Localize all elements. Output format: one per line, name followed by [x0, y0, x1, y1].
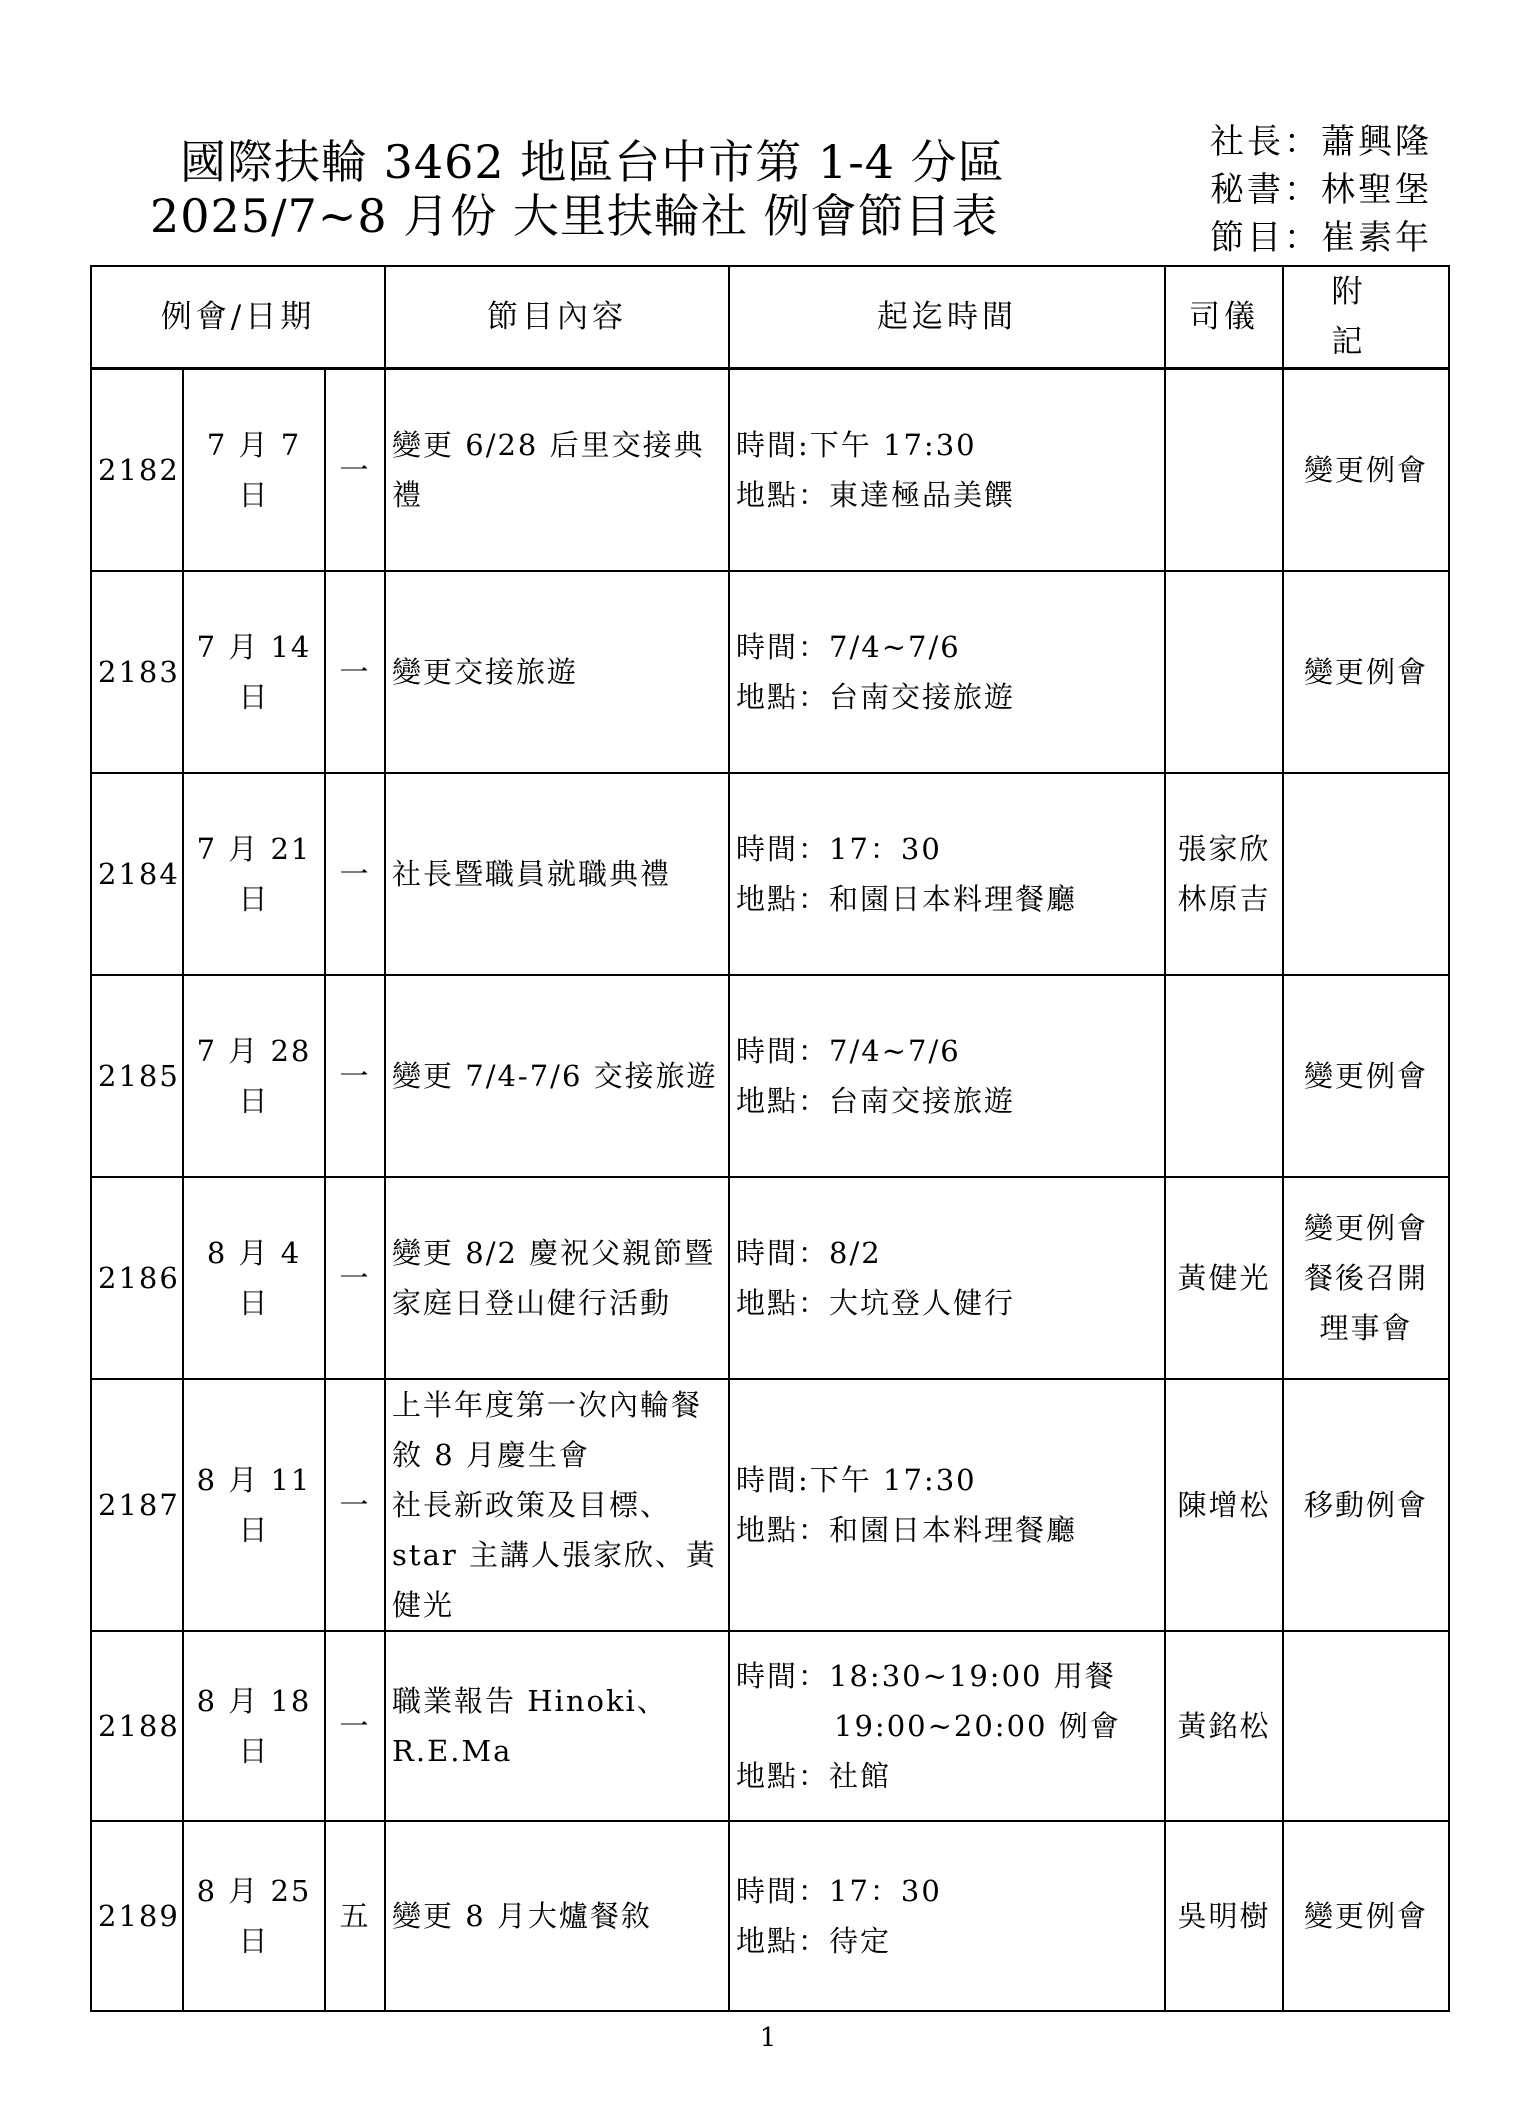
program-content-line: 上半年度第一次內輪餐	[392, 1387, 703, 1422]
time-location-line: 地點：台南交接旅遊	[736, 679, 1016, 714]
note-line: 變更例會	[1304, 654, 1429, 689]
note-line: 移動例會	[1304, 1487, 1429, 1522]
program-content	[385, 1631, 729, 1821]
meeting-date: 7 月 28 日	[183, 975, 325, 1177]
header-time: 起迄時間	[729, 266, 1165, 369]
table-row	[91, 1379, 1449, 1631]
officer-separator: ：	[1284, 218, 1321, 258]
table-header-row	[91, 266, 1449, 369]
meeting-number: 2187	[91, 1379, 183, 1631]
officer-role: 秘書	[1210, 170, 1284, 210]
time-location-line: 時間：17：30	[736, 831, 942, 866]
meeting-date: 7 月 14 日	[183, 571, 325, 773]
time-location-line: 地點：待定	[736, 1923, 892, 1958]
title-line-2: 2025/7~8 月份 大里扶輪社 例會節目表	[150, 189, 999, 243]
emcee	[1165, 369, 1283, 571]
officer-program-chair	[1210, 214, 1432, 262]
officer-secretary	[1210, 166, 1432, 214]
officer-name: 崔素年	[1321, 218, 1432, 258]
time-location-line: 時間：17：30	[736, 1873, 942, 1908]
table-row	[91, 1177, 1449, 1379]
emcee-line: 黃健光	[1177, 1260, 1271, 1295]
note	[1283, 1821, 1449, 2011]
meeting-weekday: 一	[325, 369, 385, 571]
time-location-line: 地點：和園日本料理餐廳	[736, 1512, 1078, 1547]
emcee	[1165, 1379, 1283, 1631]
time-location-line: 地點：東達極品美饌	[736, 477, 1016, 512]
table-row	[91, 773, 1449, 975]
program-content-line: 職業報告 Hinoki、	[392, 1683, 668, 1718]
time-location	[729, 1821, 1165, 2011]
program-content-line: 健光	[392, 1587, 455, 1622]
time-location-line: 時間：8/2	[736, 1235, 882, 1270]
meeting-schedule-table	[90, 265, 1450, 2012]
emcee	[1165, 1821, 1283, 2011]
time-location-line: 時間：7/4~7/6	[736, 1033, 961, 1068]
time-location-line: 地點：社館	[736, 1758, 892, 1793]
note-line: 餐後召開	[1304, 1260, 1429, 1295]
meeting-date: 8 月 11 日	[183, 1379, 325, 1631]
program-content-line: 家庭日登山健行活動	[392, 1285, 672, 1320]
program-content-line: 變更 7/4-7/6 交接旅遊	[392, 1058, 718, 1093]
page-number: 1	[759, 2023, 777, 2053]
meeting-weekday: 一	[325, 773, 385, 975]
header-emcee: 司儀	[1165, 266, 1283, 369]
officer-name: 林聖堡	[1321, 170, 1432, 210]
officer-role: 節目	[1210, 218, 1284, 258]
officer-list	[1210, 118, 1432, 262]
table-row	[91, 1631, 1449, 1821]
emcee	[1165, 1631, 1283, 1821]
meeting-date: 7 月 7 日	[183, 369, 325, 571]
table-row	[91, 369, 1449, 571]
meeting-date: 8 月 18 日	[183, 1631, 325, 1821]
time-location	[729, 571, 1165, 773]
note-line: 變更例會	[1304, 1058, 1429, 1093]
emcee	[1165, 571, 1283, 773]
meeting-date: 8 月 4 日	[183, 1177, 325, 1379]
emcee-line: 吳明樹	[1177, 1898, 1271, 1933]
time-location	[729, 975, 1165, 1177]
time-location-line: 地點：大坑登人健行	[736, 1285, 1016, 1320]
meeting-number: 2184	[91, 773, 183, 975]
note	[1283, 1379, 1449, 1631]
time-location-line: 地點：台南交接旅遊	[736, 1083, 1016, 1118]
time-location-line: 地點：和園日本料理餐廳	[736, 881, 1078, 916]
meeting-number: 2182	[91, 369, 183, 571]
meeting-number: 2183	[91, 571, 183, 773]
meeting-weekday: 一	[325, 571, 385, 773]
time-location	[729, 1631, 1165, 1821]
emcee-line: 陳增松	[1177, 1487, 1271, 1522]
time-location	[729, 369, 1165, 571]
meeting-weekday: 一	[325, 1631, 385, 1821]
program-content	[385, 369, 729, 571]
officer-president	[1210, 118, 1432, 166]
emcee-line: 張家欣	[1177, 831, 1271, 866]
program-content	[385, 1821, 729, 2011]
note-line: 變更例會	[1304, 1898, 1429, 1933]
note-line: 變更例會	[1304, 1210, 1429, 1245]
program-content-line: 變更 6/28 后里交接典禮	[392, 427, 705, 512]
table-row	[91, 571, 1449, 773]
emcee	[1165, 975, 1283, 1177]
program-content-line: 變更交接旅遊	[392, 654, 579, 689]
time-location	[729, 1379, 1165, 1631]
officer-separator: ：	[1284, 170, 1321, 210]
officer-name: 蕭興隆	[1321, 122, 1432, 162]
meeting-number: 2185	[91, 975, 183, 1177]
program-content	[385, 1177, 729, 1379]
title-line-1: 國際扶輪 3462 地區台中市第 1-4 分區	[180, 135, 1005, 189]
meeting-weekday: 五	[325, 1821, 385, 2011]
officer-separator: ：	[1284, 122, 1321, 162]
emcee-line: 林原吉	[1177, 881, 1271, 916]
note	[1283, 1631, 1449, 1821]
program-content-line: 社長新政策及目標、	[392, 1487, 672, 1522]
program-content	[385, 975, 729, 1177]
program-content-line: 敘 8 月慶生會	[392, 1437, 590, 1472]
meeting-number: 2188	[91, 1631, 183, 1821]
table-row	[91, 975, 1449, 1177]
emcee	[1165, 773, 1283, 975]
note	[1283, 571, 1449, 773]
header-meeting-date: 例會/日期	[91, 266, 385, 369]
note	[1283, 1177, 1449, 1379]
time-location-line: 時間:下午 17:30	[736, 1462, 977, 1497]
note	[1283, 975, 1449, 1177]
header-program: 節目內容	[385, 266, 729, 369]
program-content-line: R.E.Ma	[392, 1733, 513, 1768]
meeting-date: 8 月 25 日	[183, 1821, 325, 2011]
program-content-line: 變更 8/2 慶祝父親節暨	[392, 1235, 716, 1270]
note	[1283, 369, 1449, 571]
note-line: 理事會	[1319, 1310, 1413, 1345]
emcee-line: 黃銘松	[1177, 1708, 1271, 1743]
program-content	[385, 773, 729, 975]
time-location-line: 時間:下午 17:30	[736, 427, 977, 462]
program-content-line: 變更 8 月大爐餐敘	[392, 1898, 652, 1933]
time-location	[729, 1177, 1165, 1379]
officer-role: 社長	[1210, 122, 1284, 162]
document-title	[150, 135, 1150, 243]
meeting-date: 7 月 21 日	[183, 773, 325, 975]
program-content	[385, 1379, 729, 1631]
program-content	[385, 571, 729, 773]
time-location-line: 19:00~20:00 例會	[834, 1708, 1121, 1743]
program-content-line: star 主講人張家欣、黃	[392, 1537, 717, 1572]
time-location-line: 時間：18:30~19:00 用餐	[736, 1658, 1116, 1693]
note-line: 變更例會	[1304, 452, 1429, 487]
meeting-weekday: 一	[325, 975, 385, 1177]
table-row	[91, 1821, 1449, 2011]
header-note: 附 記	[1283, 266, 1449, 369]
time-location-line: 時間：7/4~7/6	[736, 629, 961, 664]
note	[1283, 773, 1449, 975]
meeting-weekday: 一	[325, 1177, 385, 1379]
meeting-number: 2189	[91, 1821, 183, 2011]
program-content-line: 社長暨職員就職典禮	[392, 856, 672, 891]
meeting-weekday: 一	[325, 1379, 385, 1631]
emcee	[1165, 1177, 1283, 1379]
meeting-number: 2186	[91, 1177, 183, 1379]
time-location	[729, 773, 1165, 975]
